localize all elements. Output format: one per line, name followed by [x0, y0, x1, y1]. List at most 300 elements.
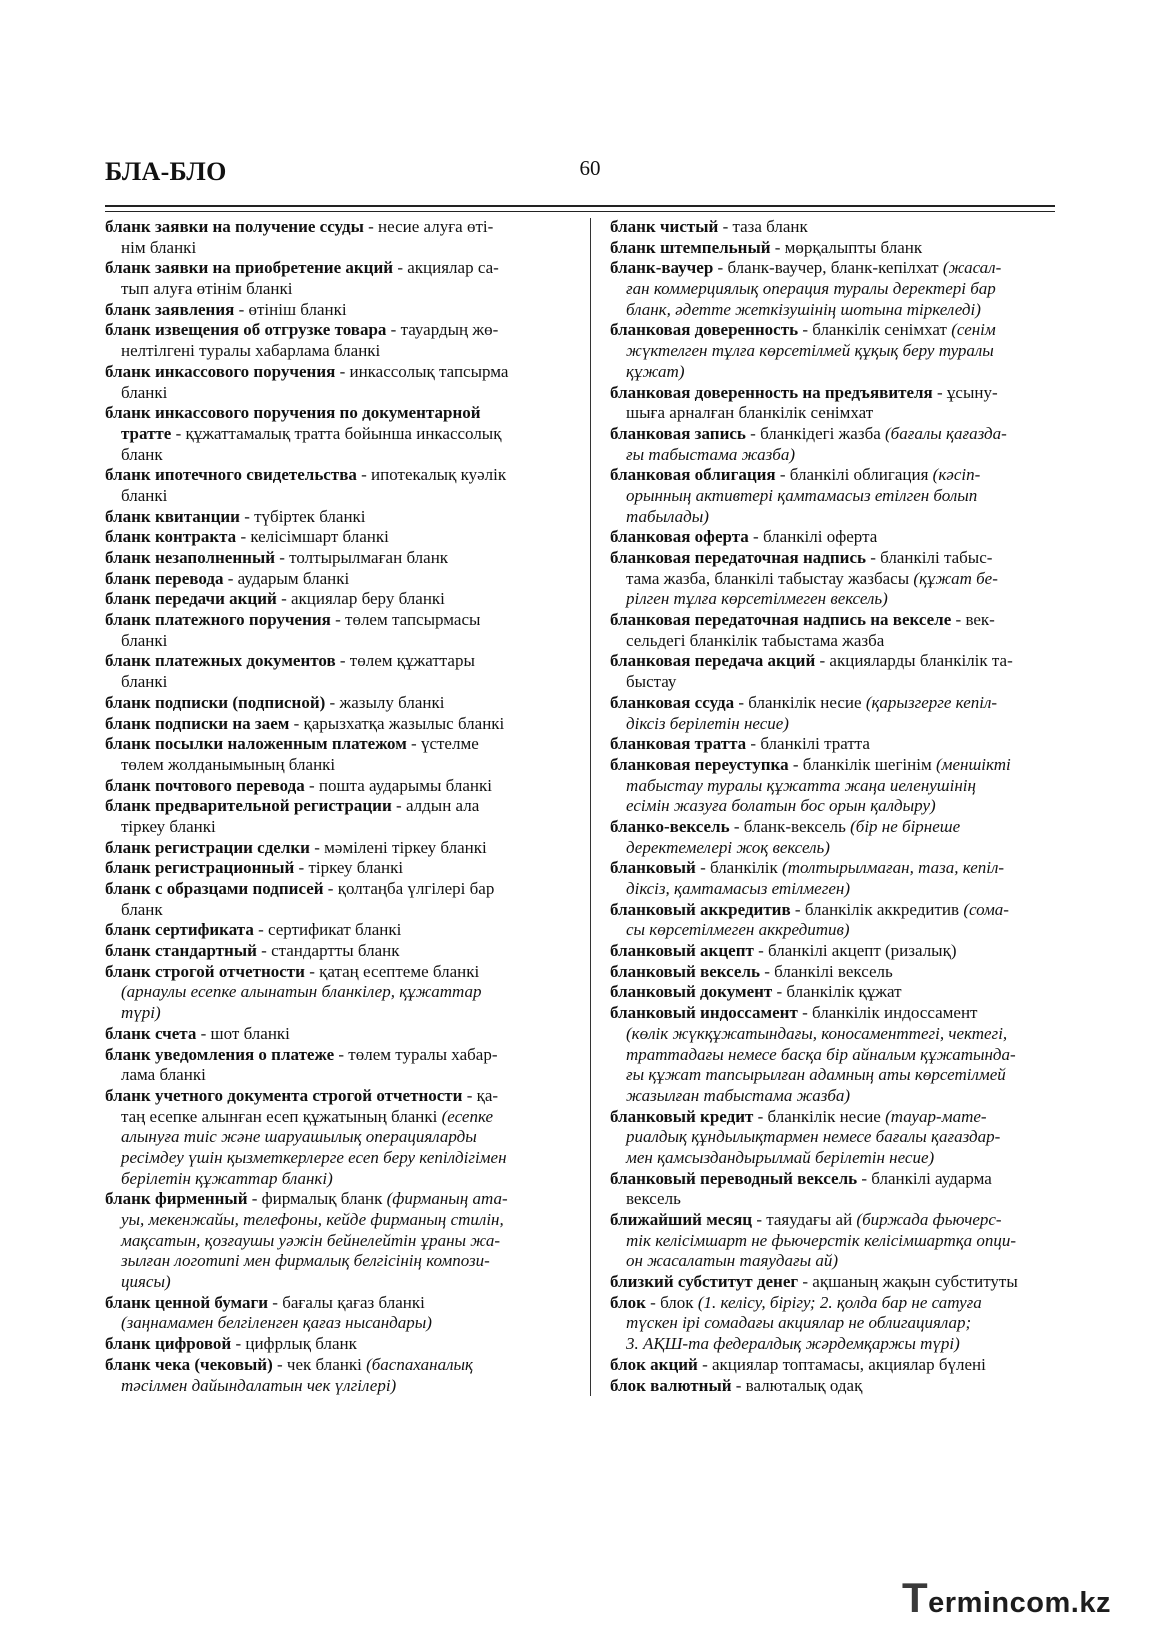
- entry-line: [105, 858, 565, 879]
- dictionary-entry: [105, 362, 565, 403]
- entry-line: [610, 941, 1055, 962]
- usage-note: (бағалы қағазда-: [885, 423, 1007, 443]
- entry-line: [105, 465, 565, 486]
- usage-note: (қарызгерге кепіл-: [865, 692, 998, 712]
- entry-line: [610, 1045, 1055, 1066]
- headword: бланк сертификата: [105, 920, 254, 940]
- translation: - бланкідегі жазба: [745, 423, 886, 443]
- translation: таң есепке алынған есеп құжатының бланкі: [121, 1106, 442, 1126]
- headword: бланк штемпельный: [610, 237, 771, 257]
- translation: - акциялар са-: [393, 258, 499, 278]
- entry-line: [610, 796, 1055, 817]
- dictionary-entry: [610, 320, 1055, 382]
- translation: - аударым бланкі: [223, 568, 350, 588]
- translation: - бланкілік индоссамент: [797, 1003, 978, 1023]
- entry-line: [610, 982, 1055, 1003]
- usage-note: табыстау туралы құжатта жаңа иеленушінің: [626, 775, 976, 795]
- dictionary-entry: [105, 507, 565, 528]
- entry-line: [105, 838, 565, 859]
- entry-line: [610, 1251, 1055, 1272]
- entry-line: [610, 362, 1055, 383]
- entry-line: [610, 548, 1055, 569]
- headword: бланк регистрации сделки: [105, 837, 310, 857]
- entry-line: [610, 1355, 1055, 1376]
- entry-line: [105, 1003, 565, 1024]
- dictionary-entry: [610, 817, 1055, 858]
- headword: бланковая передача акций: [610, 651, 816, 671]
- headword: бланковая ссуда: [610, 692, 735, 712]
- entry-line: [105, 279, 565, 300]
- headword: бланк незаполненный: [105, 548, 276, 567]
- dictionary-entry: [105, 714, 565, 735]
- translation: - қолтаңба үлгілері бар: [323, 879, 495, 898]
- entry-line: [105, 486, 565, 507]
- usage-note: сы көрсетілмеген аккредитив): [626, 920, 850, 940]
- entry-line: [105, 879, 565, 900]
- translation: - бланк-ваучер, бланк-кепілхат: [713, 258, 943, 278]
- translation: - өтініш бланкі: [234, 299, 347, 319]
- entry-line: [105, 672, 565, 693]
- entry-line: [610, 631, 1055, 652]
- entry-line: [105, 300, 565, 321]
- translation: - түбіртек бланкі: [239, 506, 366, 526]
- headword: бланк цифровой: [105, 1334, 232, 1354]
- translation: - бланкілі вексель: [759, 961, 893, 981]
- dictionary-entry: [105, 941, 565, 962]
- dictionary-entry: [105, 1086, 565, 1189]
- dictionary-entry: [610, 383, 1055, 424]
- entry-line: [105, 424, 565, 445]
- headword: бланк платежного поручения: [105, 610, 331, 630]
- dictionary-entry: [610, 1003, 1055, 1106]
- translation: шыға арналған бланкілік сенімхат: [626, 403, 874, 423]
- dictionary-entry: [610, 1210, 1055, 1272]
- entry-line: [105, 1045, 565, 1066]
- dictionary-entry: [610, 734, 1055, 755]
- translation: - сертификат бланкі: [253, 920, 402, 940]
- usage-note: (фирманың ата-: [386, 1189, 508, 1209]
- entry-line: [105, 217, 565, 238]
- entry-line: [610, 1169, 1055, 1190]
- dictionary-entry: [610, 941, 1055, 962]
- usage-note: (кәсіп-: [932, 465, 981, 485]
- translation: - бланк-вексель: [729, 816, 851, 836]
- headword: бланковый акцепт: [610, 941, 754, 961]
- entry-line: [610, 527, 1055, 548]
- entry-line: [610, 507, 1055, 528]
- translation: бланкі: [121, 630, 168, 650]
- entry-line: [610, 693, 1055, 714]
- usage-note: траттадағы немесе басқа бір айналым құжатында-: [626, 1044, 1016, 1064]
- header-rule-thin: [105, 211, 1055, 212]
- dictionary-entry: [105, 858, 565, 879]
- dictionary-entry: [105, 320, 565, 361]
- headword: бланк-ваучер: [610, 258, 714, 278]
- entry-line: [610, 651, 1055, 672]
- usage-note: он жасалатын таяудағы ай): [626, 1251, 839, 1271]
- translation: - бланкілі акцепт (ризалық): [753, 941, 957, 961]
- translation: - төлем тапсырмасы: [330, 610, 481, 630]
- translation: тіркеу бланкі: [121, 816, 216, 836]
- headword: бланк почтового перевода: [105, 775, 305, 795]
- dictionary-entry: [610, 610, 1055, 651]
- entry-line: [105, 362, 565, 383]
- entry-line: [105, 776, 565, 797]
- entry-line: [105, 920, 565, 941]
- usage-note: берілетін құжаттар бланкі): [121, 1168, 333, 1188]
- translation: сельдегі бланкілік табыстама жазба: [626, 630, 885, 650]
- entry-line: [105, 651, 565, 672]
- page-number: 60: [579, 156, 601, 180]
- headword: бланк инкассового поручения по документарной: [105, 403, 481, 423]
- usage-note: жүктелген тұлға көрсетілмей құқық беру туралы: [626, 341, 994, 361]
- dictionary-entry: [610, 424, 1055, 465]
- headword: бланковая передаточная надпись на векселе: [610, 610, 952, 630]
- entry-line: [105, 1334, 565, 1355]
- headword: блок валютный: [610, 1375, 732, 1395]
- headword: бланковая доверенность: [610, 320, 799, 340]
- entry-line: [610, 1210, 1055, 1231]
- translation: - шот бланкі: [196, 1023, 290, 1043]
- header-rule-thick: [105, 205, 1055, 207]
- translation: - бланкілік несие: [734, 692, 866, 712]
- headword: бланковая передаточная надпись: [610, 548, 866, 567]
- usage-note: құжат): [626, 361, 685, 381]
- translation: - бланкілік аккредитив: [790, 899, 964, 919]
- dictionary-entry: [610, 651, 1055, 692]
- usage-note: зылған логотипі мен фирмалық белгісінің компози-: [121, 1251, 490, 1271]
- translation: - фирмалық бланк: [247, 1189, 387, 1209]
- headword: бланковая запись: [610, 423, 746, 443]
- entry-line: [105, 1272, 565, 1293]
- dictionary-entry: [610, 962, 1055, 983]
- usage-note: діксіз, қамтамасыз етілмеген): [626, 879, 851, 898]
- dictionary-entry: [105, 776, 565, 797]
- usage-note: тәсілмен дайындалатын чек үлгілері): [121, 1375, 397, 1395]
- translation: - бланкілік шегінім: [788, 754, 936, 774]
- headword: бланк передачи акций: [105, 589, 277, 609]
- dictionary-entry: [610, 238, 1055, 259]
- entry-line: [610, 1272, 1055, 1293]
- dictionary-entry: [105, 548, 565, 569]
- headword: бланк стандартный: [105, 941, 257, 961]
- headword: бланк заявления: [105, 299, 235, 319]
- dictionary-entry: [610, 1169, 1055, 1210]
- dictionary-entry: [610, 527, 1055, 548]
- translation: - бланкілі облигация: [775, 465, 933, 485]
- entry-line: [105, 1148, 565, 1169]
- right-column: [610, 217, 1055, 1396]
- entry-line: [105, 238, 565, 259]
- entry-line: [610, 920, 1055, 941]
- translation: бланк: [121, 899, 163, 919]
- entry-line: [610, 445, 1055, 466]
- dictionary-entry: [610, 858, 1055, 899]
- headword: бланк заявки на получение ссуды: [105, 217, 364, 236]
- dictionary-entry: [610, 693, 1055, 734]
- translation: тып алуға өтінім бланкі: [121, 279, 293, 299]
- entry-line: [105, 1376, 565, 1397]
- entry-line: [610, 858, 1055, 879]
- headword: бланковая переуступка: [610, 754, 789, 774]
- usage-note: түскен ірі сомадағы акциялар не облигациялар;: [626, 1313, 972, 1333]
- dictionary-entry: [610, 1293, 1055, 1355]
- translation: - бланкілі аударма: [857, 1168, 992, 1188]
- dictionary-entry: [105, 1293, 565, 1334]
- entry-line: [610, 1231, 1055, 1252]
- entry-line: [105, 258, 565, 279]
- usage-note: (құжат бе-: [913, 568, 998, 588]
- running-head: БЛА-БЛО: [105, 157, 227, 186]
- headword: бланковый кредит: [610, 1106, 754, 1126]
- translation: - келісімшарт бланкі: [236, 527, 389, 547]
- headword: ближайший месяц: [610, 1210, 753, 1229]
- headword: бланко-вексель: [610, 816, 730, 836]
- usage-note: циясы): [121, 1272, 171, 1292]
- usage-note: діксіз берілетін несие): [626, 713, 789, 733]
- headword: бланковый аккредитив: [610, 899, 791, 919]
- entry-line: [610, 217, 1055, 238]
- headword: бланк ипотечного свидетельства: [105, 465, 357, 485]
- translation: - жазылу бланкі: [325, 692, 445, 712]
- entry-line: [610, 838, 1055, 859]
- headword: бланк перевода: [105, 568, 224, 588]
- entry-line: [610, 341, 1055, 362]
- entry-line: [105, 403, 565, 424]
- translation: - бланкілік несие: [753, 1106, 886, 1126]
- usage-note: мен қамсыздандырылмай берілетін несие): [626, 1147, 935, 1167]
- translation: - мөрқалыпты бланк: [770, 237, 923, 257]
- headword: бланк подписки на заем: [105, 713, 290, 733]
- headword: бланковый документ: [610, 982, 773, 1002]
- entry-line: [610, 589, 1055, 610]
- entry-line: [610, 1127, 1055, 1148]
- translation: - тауардың жө-: [386, 320, 499, 340]
- dictionary-entry: [610, 1376, 1055, 1397]
- entry-line: [610, 1313, 1055, 1334]
- translation: - толтырылмаған бланк: [275, 548, 449, 567]
- translation: - акциялар беру бланкі: [276, 589, 445, 609]
- translation: - төлем туралы хабар-: [334, 1044, 498, 1064]
- headword: бланк регистрационный: [105, 858, 295, 878]
- translation: - ақшаның жақын субституты: [798, 1272, 1018, 1292]
- headword: бланковая доверенность на предъявителя: [610, 382, 933, 402]
- entry-line: [610, 1024, 1055, 1045]
- usage-note: уы, мекенжайы, телефоны, кейде фирманың стилін,: [121, 1210, 504, 1229]
- dictionary-entry: [105, 569, 565, 590]
- dictionary-entry: [105, 589, 565, 610]
- entry-line: [105, 900, 565, 921]
- usage-note: рілген тұлға көрсетілмеген вексель): [626, 589, 888, 609]
- usage-note: (1. келісу, бірігу; 2. қолда бар не сатуға: [697, 1292, 982, 1312]
- dictionary-entry: [105, 1334, 565, 1355]
- usage-note: (баспаханалық: [366, 1354, 473, 1374]
- entry-line: [610, 258, 1055, 279]
- usage-note: риалдық құндылықтармен немесе бағалы қағаздар-: [626, 1127, 1001, 1147]
- dictionary-entry: [105, 403, 565, 465]
- entry-line: [610, 672, 1055, 693]
- entry-line: [105, 941, 565, 962]
- entry-line: [610, 403, 1055, 424]
- usage-note: (меншікті: [935, 754, 1011, 774]
- headword: блок акций: [610, 1354, 698, 1374]
- translation: - пошта аударымы бланкі: [304, 775, 493, 795]
- entry-line: [610, 755, 1055, 776]
- entry-line: [105, 445, 565, 466]
- translation: - валюталық одақ: [731, 1375, 863, 1395]
- headword: бланковый переводный вексель: [610, 1168, 858, 1188]
- entry-line: [610, 962, 1055, 983]
- headword: бланковый: [610, 858, 696, 878]
- dictionary-entry: [610, 217, 1055, 238]
- usage-note: орынның активтері қамтамасыз етілген болып: [626, 485, 978, 505]
- usage-note: (толтырылмаған, таза, кепіл-: [782, 858, 1005, 878]
- usage-note: түрі): [121, 1003, 161, 1023]
- entry-line: [105, 527, 565, 548]
- entry-line: [105, 1355, 565, 1376]
- entry-line: [105, 755, 565, 776]
- translation: - бланкілік сенімхат: [798, 320, 952, 340]
- headword: тратте: [121, 423, 172, 443]
- dictionary-entry: [105, 465, 565, 506]
- entry-line: [610, 1003, 1055, 1024]
- dictionary-entry: [610, 1355, 1055, 1376]
- translation: - алдын ала: [391, 796, 480, 816]
- entry-line: [105, 1127, 565, 1148]
- translation: бланкі: [121, 672, 168, 692]
- headword: бланк счета: [105, 1023, 197, 1043]
- entry-line: [105, 982, 565, 1003]
- usage-note: мақсатын, қозғаушы уәжін бейнелейтін ұраны жа-: [121, 1230, 501, 1250]
- headword: бланк строгой отчетности: [105, 961, 305, 981]
- entry-line: [610, 1376, 1055, 1397]
- usage-note: (көлік жүкқұжатындағы, коносаменттегі, чектегі,: [626, 1023, 1008, 1043]
- headword: бланк инкассового поручения: [105, 361, 336, 381]
- headword: бланк с образцами подписей: [105, 879, 324, 898]
- usage-note: 3. АҚШ-та федералдық жәрдемқаржы түрі): [626, 1334, 960, 1354]
- dictionary-entry: [105, 217, 565, 258]
- translation: нім бланкі: [121, 237, 197, 257]
- entry-line: [610, 1107, 1055, 1128]
- translation: - төлем құжаттары: [335, 651, 475, 671]
- translation: быстау: [626, 672, 677, 692]
- dictionary-entry: [610, 982, 1055, 1003]
- dictionary-entry: [105, 1189, 565, 1292]
- entry-line: [105, 962, 565, 983]
- entry-line: [105, 507, 565, 528]
- translation: - қарызхатқа жазылыс бланкі: [289, 713, 505, 733]
- column-divider: [590, 218, 591, 1396]
- entry-line: [105, 817, 565, 838]
- entry-line: [610, 465, 1055, 486]
- headword: бланковая тратта: [610, 734, 747, 754]
- translation: - век-: [951, 610, 995, 630]
- usage-note: (жасал-: [942, 258, 1002, 278]
- entry-line: [610, 879, 1055, 900]
- entry-line: [105, 1189, 565, 1210]
- entry-line: [105, 693, 565, 714]
- usage-note: (биржада фьючерс-: [856, 1210, 1002, 1229]
- translation: - стандартты бланк: [256, 941, 400, 961]
- usage-note: тік келісімшарт не фьючерстік келісімшартқа опци-: [626, 1230, 1017, 1250]
- translation: нелтілгені туралы хабарлама бланкі: [121, 341, 381, 361]
- entry-line: [105, 1024, 565, 1045]
- usage-note: ғы құжат тапсырылған адамның аты көрсетілмей: [626, 1065, 1006, 1085]
- dictionary-entry: [105, 796, 565, 837]
- translation: бланкі: [121, 382, 168, 402]
- dictionary-entry: [105, 300, 565, 321]
- translation: - ипотекалық куәлік: [356, 465, 507, 485]
- entry-line: [105, 1210, 565, 1231]
- headword: бланк предварительной регистрации: [105, 796, 392, 816]
- translation: - қа-: [462, 1085, 499, 1105]
- dictionary-entry: [105, 879, 565, 920]
- headword: бланк уведомления о платеже: [105, 1044, 335, 1064]
- dictionary-entry: [105, 651, 565, 692]
- entry-line: [105, 796, 565, 817]
- translation: - бағалы қағаз бланкі: [268, 1292, 425, 1312]
- usage-note: жазылған табыстама жазба): [626, 1085, 851, 1105]
- headword: бланковый вексель: [610, 961, 760, 981]
- usage-note: (сенім: [951, 320, 996, 340]
- usage-note: алынуға тиіс және шаруашылық операцияларды: [121, 1127, 477, 1147]
- dictionary-entry: [610, 258, 1055, 320]
- dictionary-entry: [105, 693, 565, 714]
- entry-line: [610, 1189, 1055, 1210]
- headword: бланк посылки наложенным платежом: [105, 734, 407, 754]
- headword: бланк подписки (подписной): [105, 692, 326, 712]
- translation: бланкі: [121, 485, 168, 505]
- entry-line: [105, 1231, 565, 1252]
- entry-line: [610, 734, 1055, 755]
- headword: бланковый индоссамент: [610, 1003, 798, 1023]
- translation: тама жазба, бланкілі табыстау жазбасы: [626, 568, 914, 588]
- translation: - несие алуға өті-: [363, 217, 494, 236]
- dictionary-entry: [610, 548, 1055, 610]
- translation: лама бланкі: [121, 1065, 206, 1085]
- translation: - бланкілі табыс-: [866, 548, 993, 567]
- translation: - таяудағы ай: [752, 1210, 857, 1229]
- translation: - таза бланк: [718, 217, 808, 236]
- translation: - мәмілені тіркеу бланкі: [309, 837, 487, 857]
- translation: - құжаттамалық тратта бойынша инкассолық: [171, 423, 502, 443]
- dictionary-entry: [105, 838, 565, 859]
- entry-line: [105, 569, 565, 590]
- translation: - цифрлық бланк: [231, 1334, 357, 1354]
- translation: - чек бланкі: [272, 1354, 367, 1374]
- site-logo: Termincom.kz: [902, 1574, 1111, 1621]
- dictionary-entry: [105, 610, 565, 651]
- usage-note: ған коммерциялық операция туралы деректері бар: [626, 279, 996, 299]
- headword: бланк извещения об отгрузке товара: [105, 320, 387, 340]
- entry-line: [105, 1169, 565, 1190]
- entry-line: [610, 300, 1055, 321]
- dictionary-entry: [105, 1045, 565, 1086]
- translation: - бланкілік: [695, 858, 783, 878]
- entry-line: [105, 1313, 565, 1334]
- dictionary-entry: [105, 920, 565, 941]
- dictionary-entry: [105, 734, 565, 775]
- entry-line: [105, 548, 565, 569]
- entry-line: [610, 1065, 1055, 1086]
- usage-note: ресімдеу үшін қызметкерлерге есеп беру кепілдігімен: [121, 1147, 507, 1167]
- entry-line: [610, 1148, 1055, 1169]
- translation: - инкассолық тапсырма: [335, 361, 509, 381]
- entry-line: [105, 734, 565, 755]
- entry-line: [105, 631, 565, 652]
- usage-note: (арнаулы есепке алынатын бланкілер, құжаттар: [121, 982, 482, 1002]
- translation: - қатаң есептеме бланкі: [304, 961, 480, 981]
